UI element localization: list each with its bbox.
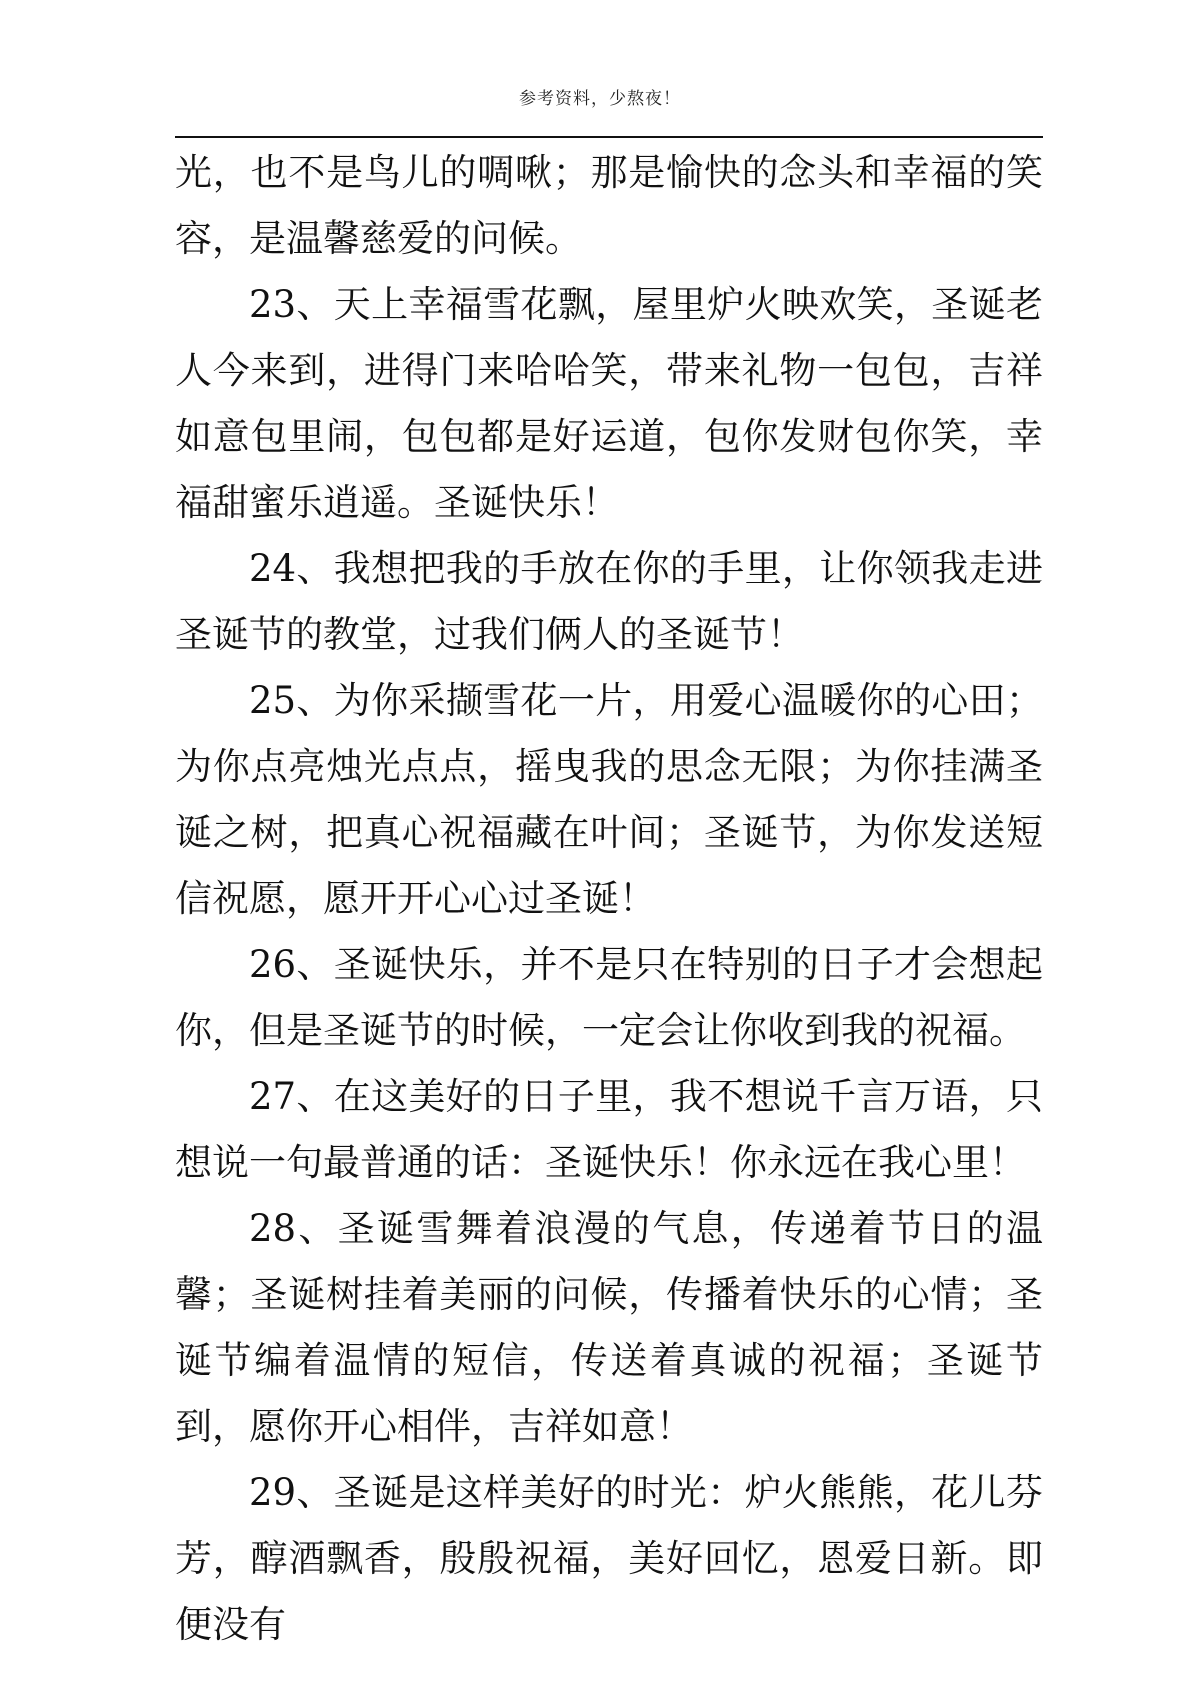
paragraph-26: 26、圣诞快乐，并不是只在特别的日子才会想起你，但是圣诞节的时候，一定会让你收到我的祝福。 [175,943,1043,1052]
page-header-note: 参考资料，少熬夜！ [519,89,681,109]
document-body [175,140,1043,1658]
paragraph-continuation: 光，也不是鸟儿的啁啾；那是愉快的念头和幸福的笑容，是温馨慈爱的问候。 [175,151,1043,260]
paragraph-29: 29、圣诞是这样美好的时光：炉火熊熊，花儿芬芳，醇酒飘香，殷殷祝福，美好回忆，恩爱日新。即便没有 [175,1471,1043,1646]
paragraph-27: 27、在这美好的日子里，我不想说千言万语，只想说一句最普通的话：圣诞快乐！你永远在我心里！ [175,1075,1043,1184]
paragraph-28: 28、圣诞雪舞着浪漫的气息，传递着节日的温馨；圣诞树挂着美丽的问候，传播着快乐的心情；圣诞节编着温情的短信，传送着真诚的祝福；圣诞节到，愿你开心相伴，吉祥如意！ [175,1207,1043,1448]
paragraph-24: 24、我想把我的手放在你的手里，让你领我走进圣诞节的教堂，过我们俩人的圣诞节！ [175,547,1043,656]
paragraph-23: 23、天上幸福雪花飘，屋里炉火映欢笑，圣诞老人今来到，进得门来哈哈笑，带来礼物一包包，吉祥如意包里闹，包包都是好运道，包你发财包你笑，幸福甜蜜乐逍遥。圣诞快乐！ [175,283,1043,524]
paragraph-25: 25、为你采撷雪花一片，用爱心温暖你的心田；为你点亮烛光点点，摇曳我的思念无限；为你挂满圣诞之树，把真心祝福藏在叶间；圣诞节，为你发送短信祝愿，愿开开心心过圣诞！ [175,679,1043,920]
header-divider [175,136,1043,138]
